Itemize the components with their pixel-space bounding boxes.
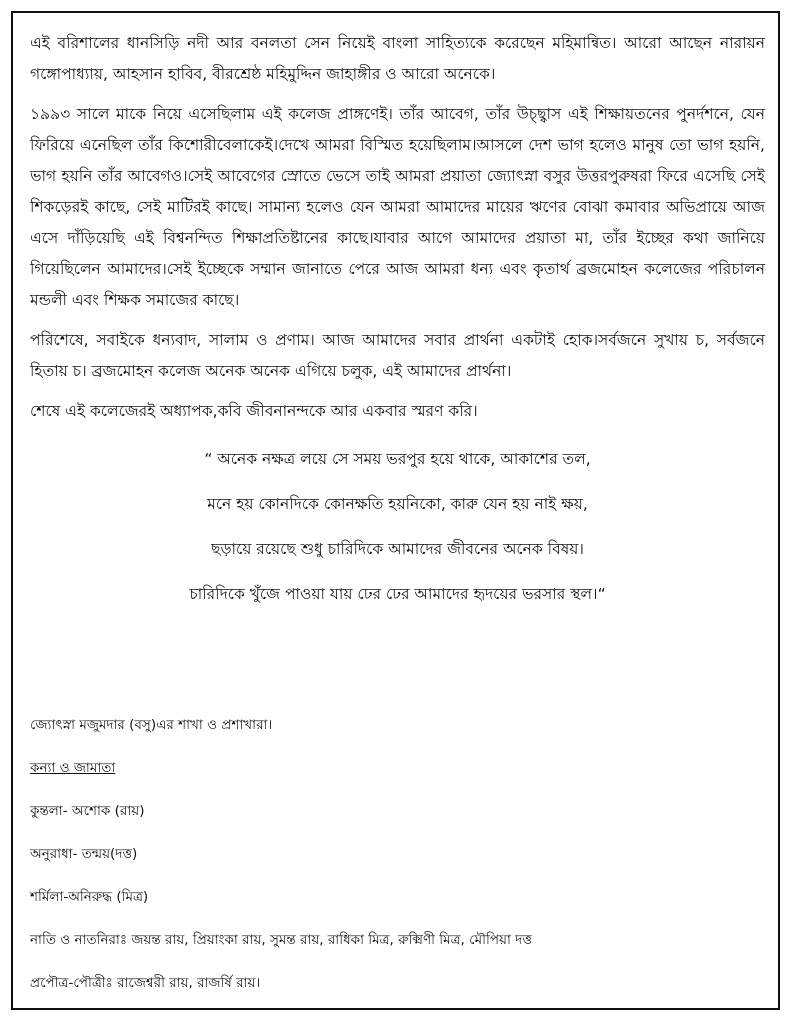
paragraph-poet-tribute: শেষে এই কলেজেরই অধ্যাপক,কবি জীবনানন্দকে আর একবার স্মরণ করি। xyxy=(30,402,478,420)
poem-line: চারিদিকে খুঁজে পাওয়া যায় ঢের ঢের আমাদের হৃদয়ের ভরসার স্থল।“ xyxy=(189,585,606,603)
paragraph-barisal: এই বরিশালের ধানসিড়ি নদী আর বনলতা সেন নিয়েই বাংলা সাহিত্যকে করেছেন মহিমান্বিত। আরো আছেন নারায়ন গঙ্গোপাধ্যায়, আহসান হাবিব, বীরশ্রেষ্ঠ মহিমুদ্দিন জাহাঙ্গীর ও আরো অনেকে। xyxy=(30,34,765,83)
family-subheading: কন্যা ও জামাতা xyxy=(30,760,116,776)
family-tree-section xyxy=(30,704,765,1005)
poem-line: ছড়ায়ে রয়েছে শুধু চারিদিকে আমাদের জীবনের অনেক বিষয়। xyxy=(211,540,584,558)
family-couple: শর্মিলা-অনিরুদ্ধ (মিত্র) xyxy=(30,889,149,905)
family-grandchildren: নাতি ও নাতনিরাঃ জয়ন্ত রায়, প্রিয়াংকা রায়, সুমন্ত রায়, রাধিকা মিত্র, রুক্মিণী মিত্র, মৌপিয়া দত্ত xyxy=(30,932,532,948)
family-great-grandchildren: প্রপৌত্র-পৌত্রীঃ রাজেশ্বরী রায়, রাজর্ষি রায়। xyxy=(30,975,261,991)
poem-line: “ অনেক নক্ষত্র লয়ে সে সময় ভরপুর হয়ে থাকে, আকাশের তল, xyxy=(204,450,591,468)
paragraph-gratitude: পরিশেষে, সবাইকে ধন্যবাদ, সালাম ও প্রণাম। আজ আমাদের সবার প্রার্থনা একটাই হোক।সর্বজনে সুখায় চ, সর্বজনে হিতায় চ। ব্রজমোহন কলেজ অনেক অনেক এগিয়ে চলুক, এই আমাদের প্রার্থনা। xyxy=(30,331,765,380)
family-couple: কুন্তলা- অশোক (রায়) xyxy=(30,803,145,819)
document-body xyxy=(30,28,765,617)
family-heading: জ্যোৎস্না মজুমদার (বসু)এর শাখা ও প্রশাখারা। xyxy=(30,717,273,733)
family-couple: অনুরাধা- তন্ময়(দত্ত) xyxy=(30,846,138,862)
paragraph-memory: ১৯৯৩ সালে মাকে নিয়ে এসেছিলাম এই কলেজ প্রাঙ্গণেই। তাঁর আবেগ, তাঁর উচ্ছ্বাস এই শিক্ষায়তনের পুনর্দশনে, যেন ফিরিয়ে এনেছিল তাঁর কিশোরীবেলাকেই।দেখে আমরা বিস্মিত হয়েছিলাম।আসলে দেশ ভাগ হলেও মানুষ তো ভাগ হয়নি, ভাগ হয়নি তাঁর আবেগও।সেই আবেগের স্রোতে ভেসে তাই আমরা প্রয়াতা জ্যোৎস্না বসুর উত্তরপুরুষরা ফিরে এসেছি সেই শিকড়েরই কাছে, সেই মাটিরই কাছে। সামান্য হলেও যেন আমরা আমাদের মায়ের ঋণের বোঝা কমাবার অভিপ্রায়ে আজ এসে দাঁড়িয়েছি এই বিশ্বনন্দিত শিক্ষাপ্রতিষ্টানের কাছে।যাবার আগে আমাদের প্রয়াতা মা, তাঁর ইচ্ছের কথা জানিয়ে গিয়েছিলেন আমাদের।সেই ইচ্ছেকে সম্মান জানাতে পেরে আজ আমরা ধন্য এবং কৃতার্থ ব্রজমোহন কলেজের পরিচালন মন্ডলী এবং শিক্ষক সমাজের কাছে। xyxy=(30,105,765,309)
poem-line: মনে হয় কোনদিকে কোনক্ষতি হয়নিকো, কারু যেন হয় নাই ক্ষয়, xyxy=(207,495,588,513)
poem-quote xyxy=(30,437,765,617)
